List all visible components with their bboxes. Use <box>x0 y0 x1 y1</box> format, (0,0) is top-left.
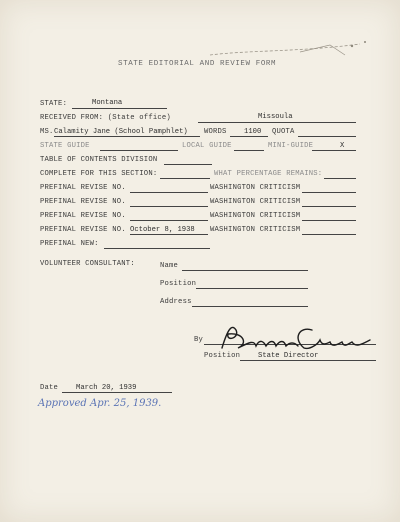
name-line <box>182 270 308 271</box>
criticism-label-1: WASHINGTON CRITICISM <box>210 184 301 192</box>
revise-label-1: PREFINAL REVISE NO. <box>40 184 126 192</box>
complete-line <box>160 178 210 179</box>
signer-position-value: State Director <box>258 352 319 360</box>
criticism-line-3 <box>302 220 356 221</box>
words-value: 1100 <box>244 128 262 136</box>
criticism-label-3: WASHINGTON CRITICISM <box>210 212 301 220</box>
revise-line-3 <box>130 220 208 221</box>
form-title: STATE EDITORIAL AND REVIEW FORM <box>118 60 277 68</box>
ms-value: Calamity Jane (School Pamphlet) <box>54 128 188 136</box>
local-guide-label: LOCAL GUIDE <box>182 142 232 150</box>
revise-label-2: PREFINAL REVISE NO. <box>40 198 126 206</box>
criticism-label-2: WASHINGTON CRITICISM <box>210 198 301 206</box>
criticism-label-4: WASHINGTON CRITICISM <box>210 226 301 234</box>
position-line <box>196 288 308 289</box>
by-label: By <box>194 336 204 344</box>
words-label: WORDS <box>204 128 227 136</box>
toc-label: TABLE OF CONTENTS DIVISION <box>40 156 158 164</box>
state-line <box>72 108 167 109</box>
percentage-label: WHAT PERCENTAGE REMAINS: <box>214 170 323 178</box>
quota-line <box>298 136 356 137</box>
volunteer-label: VOLUNTEER CONSULTANT: <box>40 260 135 268</box>
state-guide-label: STATE GUIDE <box>40 142 90 150</box>
toc-line <box>164 164 212 165</box>
criticism-line-4 <box>302 234 356 235</box>
ms-line <box>54 136 200 137</box>
quota-label: QUOTA <box>272 128 295 136</box>
position-label: Position <box>160 280 197 288</box>
criticism-line-2 <box>302 206 356 207</box>
received-value: Missoula <box>258 113 293 121</box>
state-label: STATE: <box>40 100 68 108</box>
approval-note: Approved Apr. 25, 1939. <box>38 398 162 409</box>
address-label: Address <box>160 298 192 306</box>
revise-line-1 <box>130 192 208 193</box>
prefinal-new-line <box>104 248 210 249</box>
prefinal-new-label: PREFINAL NEW: <box>40 240 99 248</box>
revise-label-4: PREFINAL REVISE NO. <box>40 226 126 234</box>
signer-position-label: Position <box>204 352 241 360</box>
mini-guide-value: X <box>340 142 345 150</box>
received-label: RECEIVED FROM: (State office) <box>40 114 171 122</box>
criticism-line-1 <box>302 192 356 193</box>
revise-label-3: PREFINAL REVISE NO. <box>40 212 126 220</box>
local-guide-line <box>234 150 264 151</box>
ms-label: MS. <box>40 128 54 136</box>
revise-line-2 <box>130 206 208 207</box>
revise-value-4: October 8, 1938 <box>130 226 195 234</box>
received-line <box>198 122 356 123</box>
date-value: March 20, 1939 <box>76 384 137 392</box>
mini-guide-line <box>312 150 356 151</box>
state-value: Montana <box>92 99 123 107</box>
name-label: Name <box>160 262 179 270</box>
state-guide-line <box>100 150 178 151</box>
percentage-line <box>324 178 356 179</box>
complete-label: COMPLETE FOR THIS SECTION: <box>40 170 158 178</box>
address-line <box>192 306 308 307</box>
mini-guide-label: MINI-GUIDE <box>268 142 314 150</box>
date-label: Date <box>40 384 59 392</box>
